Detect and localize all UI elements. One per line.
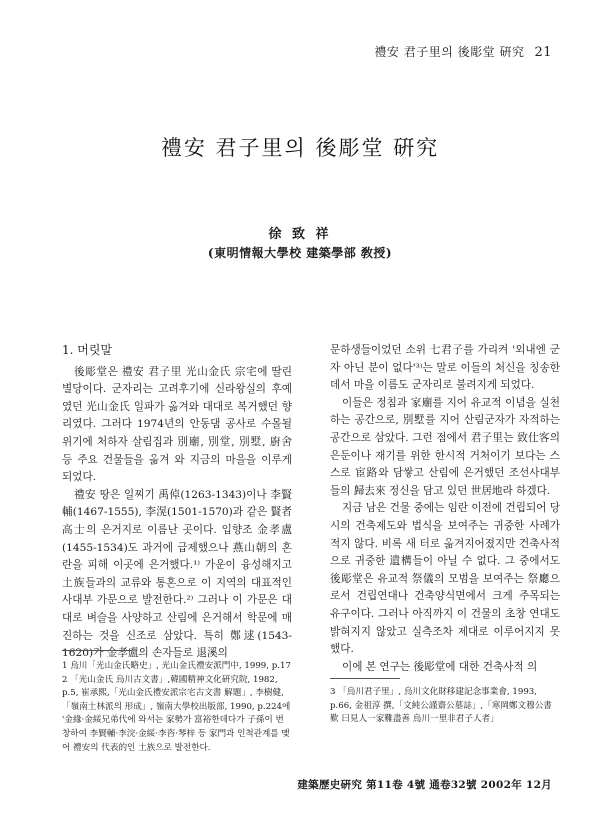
footnote: 2 「光山金氏 烏川古文書」,韓國精神文化硏究院, 1982, p.5, 崔承熙,「光山金氏禮安派宗宅古文書 解題」, 李樹健,「嶺南土林派의 形成」, 嶺南大學校出版部, 1990, p.224에 '金緣·金綏兄弟代에 와서는 家勢가 富裕한데다가 子孫이 번창하여 李賢輔·李浣·金綏·李咨·琴梓 등 家門과 인척관계를 맺어 禮安의 代表的인 土族으로 발전한다. — [62, 674, 291, 753]
running-title: 禮安 君子里의 後彫堂 硏究 — [374, 45, 525, 59]
article-title: 禮安 君子里의 後彫堂 硏究 — [160, 136, 440, 160]
body-paragraph: 문하생들이었던 소위 七君子를 가리켜 '외내엔 군자 아닌 분이 없다'³⁾는 말로 이들의 처신을 칭송한 데서 마을 이름도 군자리로 불려지게 되었다. — [330, 344, 560, 392]
body-paragraph: 지금 남은 건물 중에는 임란 이전에 건립되어 당시의 건축제도와 법식을 보여주는 귀중한 사례가 적지 않다. 비록 새 터로 옮겨지어졌지만 건축사적으로 귀중한 遺構들이 아닐 수 없다. 그 중에서도 後彫堂은 유교적 祭儀의 모범을 보여주는 祭廳으로서 건립연대나 건축양식면에서 크게 주목되는 유구이다. 그러나 아직까지 이 건물의 초창 연대도 밝혀지지 않았고 실측조차 제대로 이루어지지 못했다. — [330, 502, 561, 656]
journal-footer: 建築歷史硏究 第11卷 4號 通卷32號 2002年 12月 — [297, 779, 552, 791]
body-paragraph: 이들은 정침과 家廟를 지어 유교적 이념을 실천하는 공간으로, 別墅를 지어 산림군자가 자적하는 공간으로 삼았다. 그런 점에서 君子里는 致仕客의 은둔이나 재기를 위한 한시적 거처이기 보다는 스스로 宦路와 담쌓고 산림에 은거했던 조선사대부들의 歸去來 정신을 담고 있던 世居地라 하겠다. — [330, 396, 560, 497]
author-name: 徐 致 祥 — [268, 227, 332, 242]
footnote: 1 烏川「光山金氏略史」, 光山金氏禮安派門中, 1999, p.17 — [62, 661, 291, 671]
body-paragraph: 禮安 땅은 일찌기 禹倬(1263-1343)이나 李賢輔(1467-1555), 李滉(1501-1570)과 같은 賢者高士의 은거지로 이름난 곳이다. 입향조 金孝盧(1455-1534)도 과거에 급제했으나 燕山朝의 혼란을 피해 이곳에 은거했다.¹⁾ 가운이 융성해지고 土族들과의 교류와 통혼으로 이 지역의 대표적인 사대부 가문으로 발전한다.²⁾ 그러나 이 가문은 대대로 벼슬을 사양하고 산림에 은거해서 학문에 매진하는 것을 신조로 삼았다. 특히 鄭逑(1543-1620)가 金孝盧의 손자들로 退溪의 — [62, 488, 292, 660]
footnotes-right — [330, 686, 560, 727]
footnote-divider — [330, 678, 400, 679]
body-paragraph: 後彫堂은 禮安 君子里 光山金氏 宗宅에 딸린 별당이다. 군자리는 고려후기에 신라왕실의 후예였던 光山金氏 일파가 옮겨와 대대로 복거했던 향리였다. 그러다 1974년의 안동댐 공사로 수몰될 위기에 처하자 살림집과 別廟, 別堂, 別墅, 廚舍 등 주요 건물들을 옮겨 와 지금의 마을을 이루게 되었다. — [62, 365, 292, 484]
right-column — [330, 342, 560, 676]
section-heading: 1. 머릿말 — [62, 343, 113, 357]
footnote-divider — [62, 650, 132, 651]
footnotes-left — [62, 660, 292, 755]
left-column — [62, 342, 292, 663]
footnote: 3 「烏川君子里」, 烏川文化財移建記念事業會, 1993, p.66, 金祖淳 撰,「文純公謹齋公墓誌」,「寒岡鄭文穆公書歎 曰見人一家難盡善 烏川一里非君子人者」 — [330, 687, 552, 725]
body-paragraph: 이에 본 연구는 後彫堂에 대한 건축사적 의 — [342, 660, 538, 673]
running-head — [374, 43, 552, 60]
page-number: 21 — [534, 45, 552, 60]
author-affiliation: (東明情報大學校 建築學部 敎授) — [207, 246, 393, 260]
